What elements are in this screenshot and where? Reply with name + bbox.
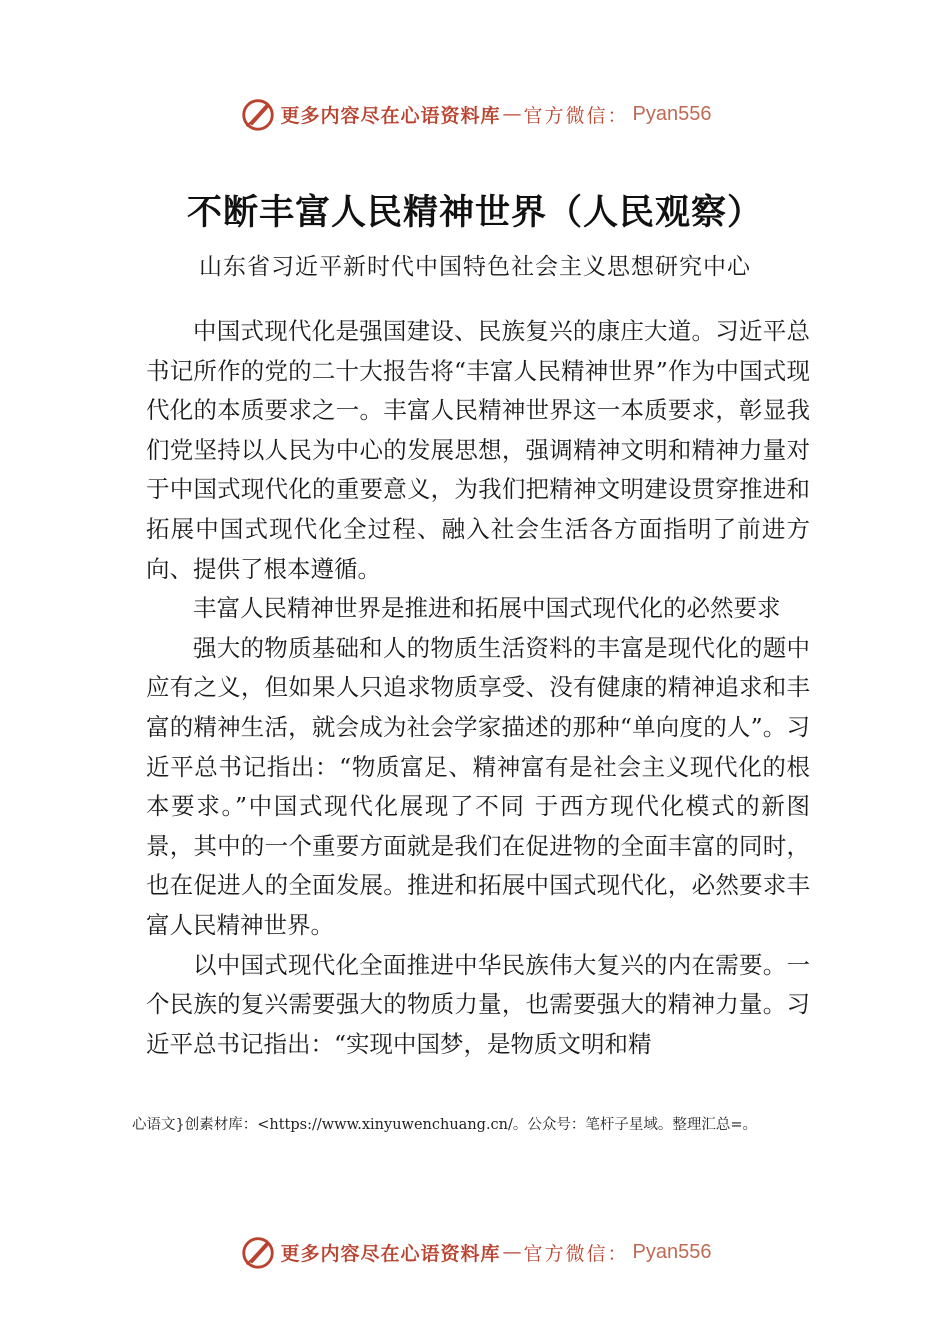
footer-banner: [0, 1230, 950, 1274]
source-footnote: 心语文}创素材库：<https://www.xinyuwenchuang.cn/。公众号：笔杆子星域。整理汇总=。: [132, 1117, 758, 1133]
paragraph: 中国式现代化是强国建设、民族复兴的康庄大道。习近平总书记所作的党的二十大报告将“丰富人民精神世界”作为中国式现代化的本质要求之一。丰富人民精神世界这一本质要求，彰显我们党坚持以人民为中心的发展思想，强调精神文明和精神力量对于中国式现代化的重要意义，为我们把精神文明建设贯穿推进和拓展中国式现代化全过程、融入社会生活各方面指明了前进方向、提供了根本遵循。: [146, 317, 810, 583]
banner-text: 更多内容尽在心语资料库: [280, 104, 501, 127]
article-title: 不断丰富人民精神世界（人民观察）: [186, 192, 763, 233]
banner-text: 更多内容尽在心语资料库: [280, 1242, 501, 1265]
paragraph: 以中国式现代化全面推进中华民族伟大复兴的内在需要。一个民族的复兴需要强大的物质力量，也需要强大的精神力量。习近平总书记指出：“实现中国梦，是物质文明和精: [146, 950, 810, 1058]
banner-wechat-label: 官方微信：: [523, 1242, 629, 1265]
article-author: 山东省习近平新时代中国特色社会主义思想研究中心: [199, 254, 751, 280]
header-banner: [0, 92, 950, 136]
quill-logo-icon: [239, 95, 277, 133]
banner-wechat-id: Pyan556: [632, 102, 712, 125]
quill-logo-icon: [239, 1233, 277, 1271]
banner-dash: —: [502, 1241, 522, 1263]
banner-dash: —: [502, 103, 522, 125]
section-heading: 丰富人民精神世界是推进和拓展中国式现代化的必然要求: [193, 594, 781, 623]
banner-wechat-label: 官方微信：: [523, 104, 629, 127]
paragraph: 强大的物质基础和人的物质生活资料的丰富是现代化的题中应有之义，但如果人只追求物质享受、没有健康的精神追求和丰富的精神生活，就会成为社会学家描述的那种“单向度的人”。习近平总书记指出：“物质富足、精神富有是社会主义现代化的根本要求。”中国式现代化展现了不同 于西方现代化模式的新图景，其中的一个重要方面就是我们在促进物的全面丰富的同时，也在促进人的全面发展。推进和拓展中国式现代化，必然要求丰富人民精神世界。: [146, 633, 810, 939]
banner-wechat-id: Pyan556: [632, 1240, 712, 1263]
article-body: [146, 312, 810, 1064]
